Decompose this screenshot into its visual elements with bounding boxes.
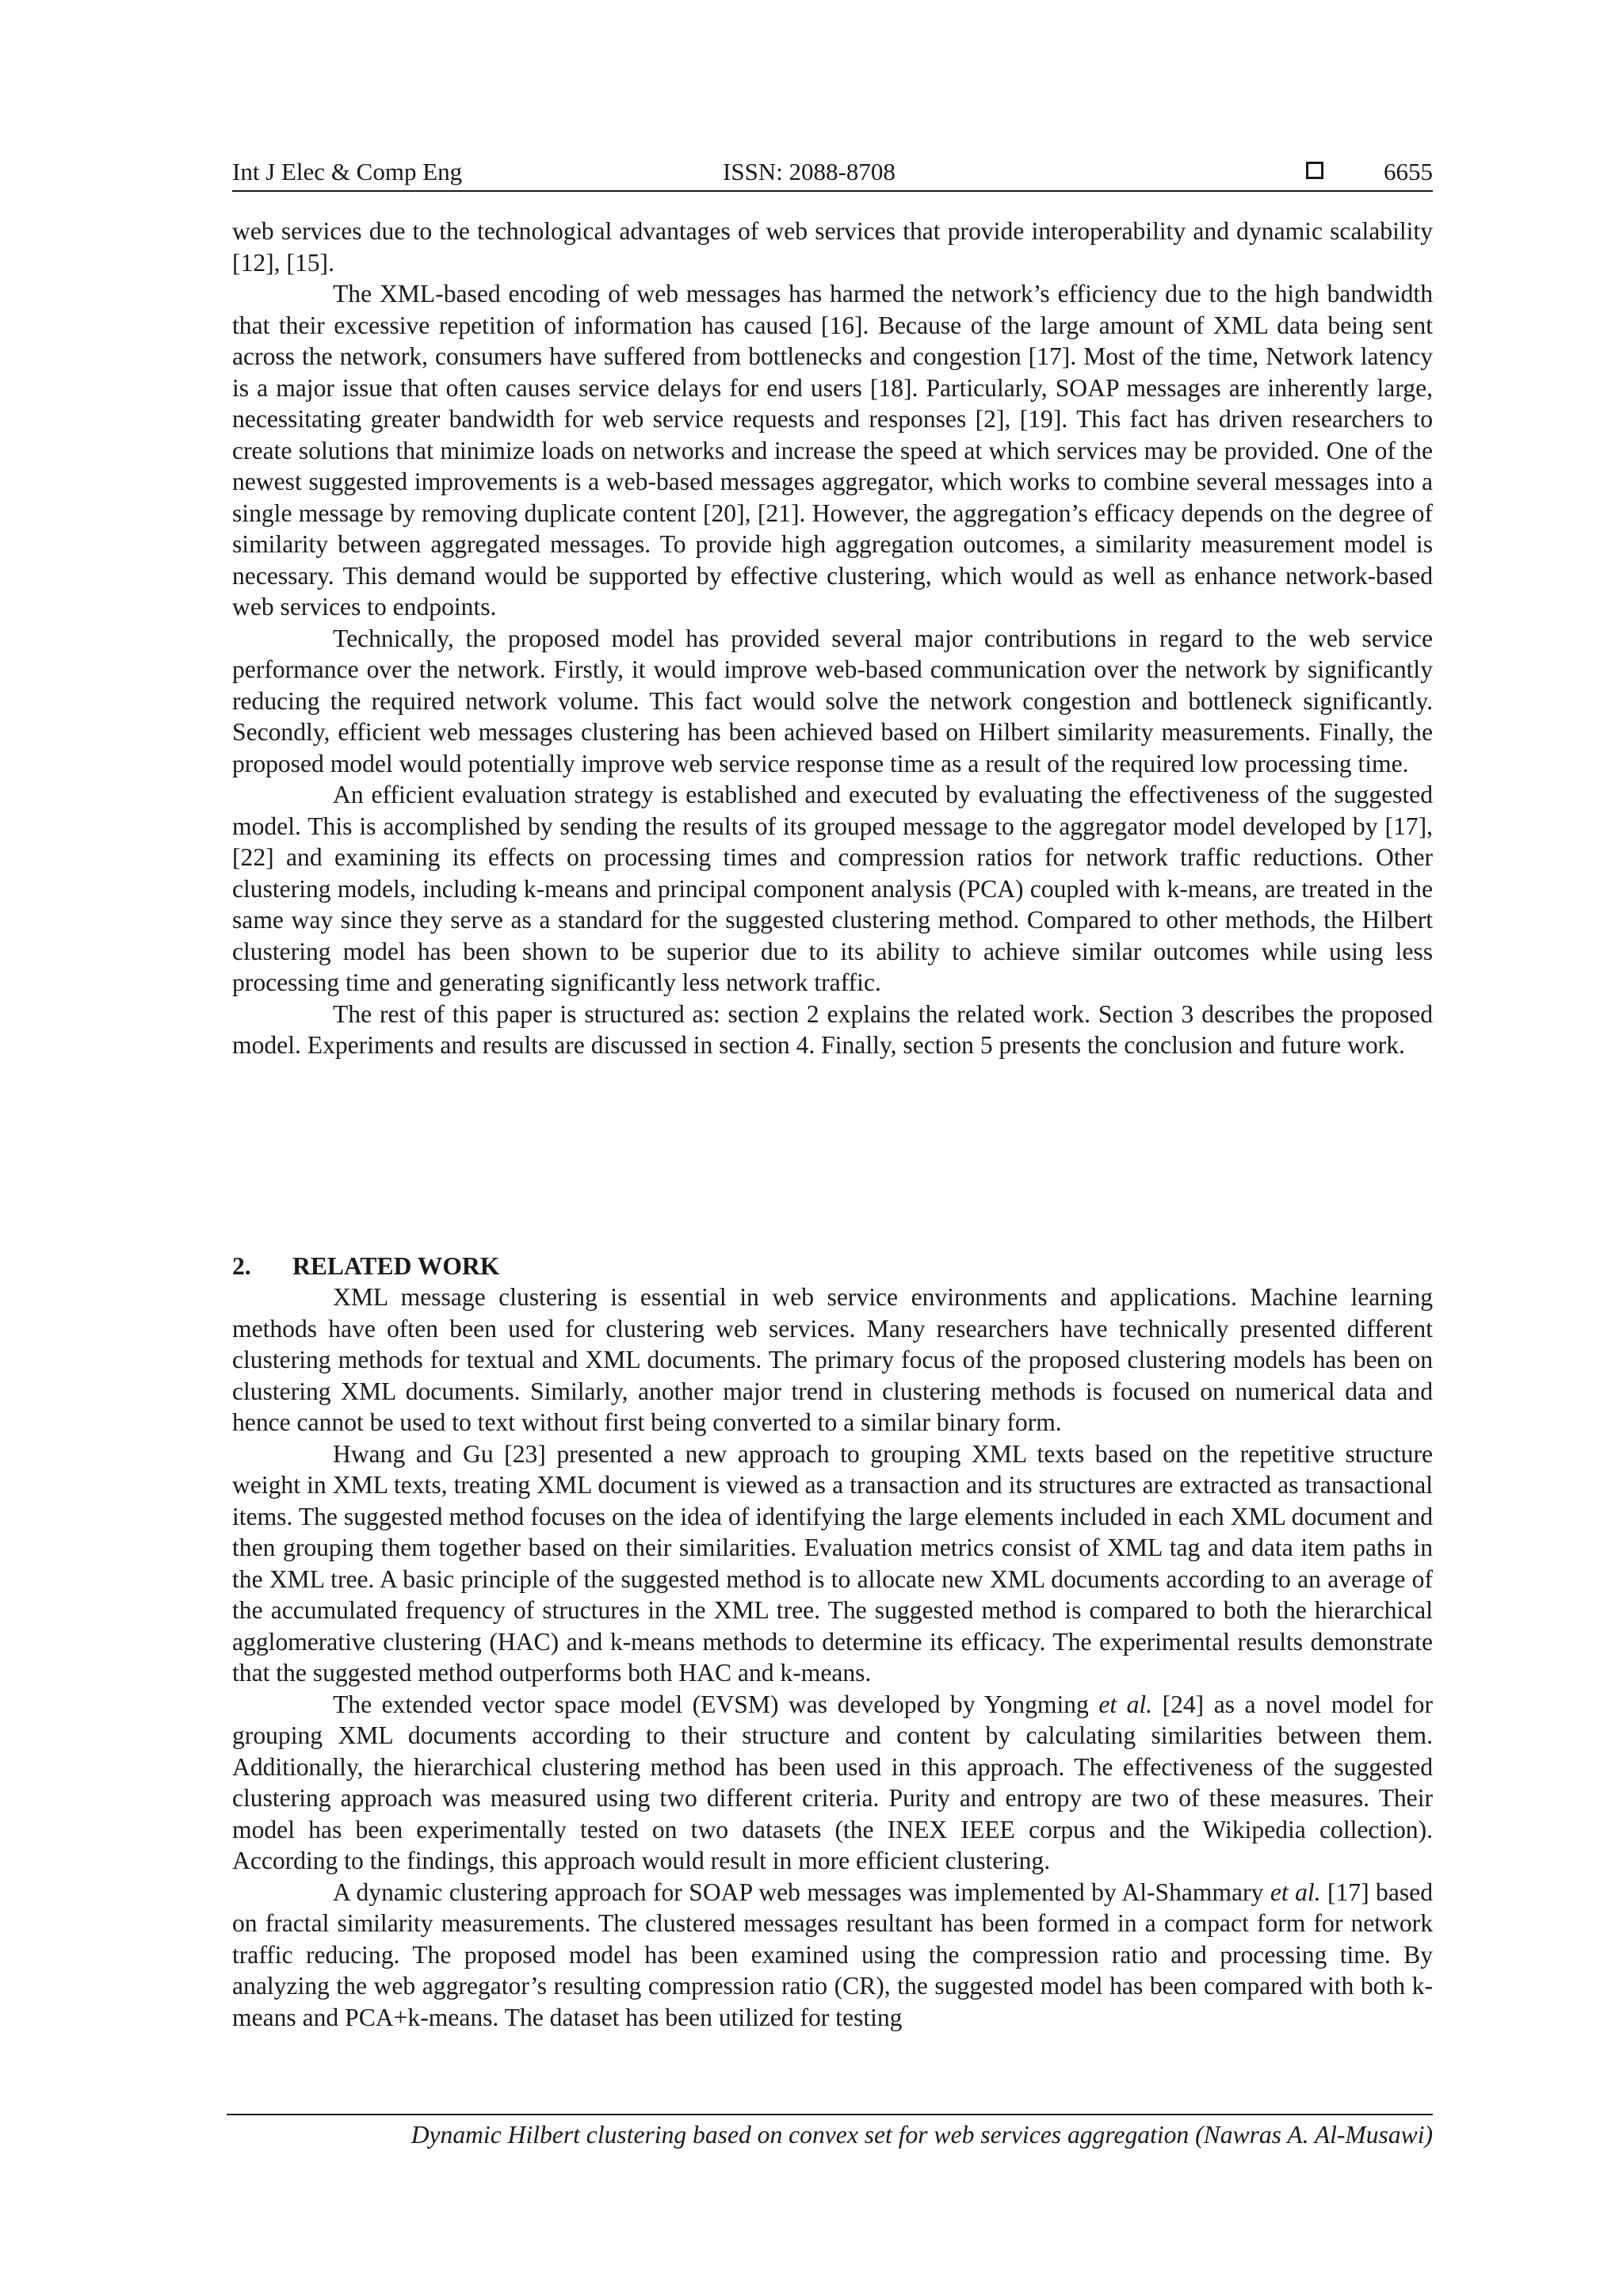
text-run: [17] based on fractal similarity measurements. The clustered messages resultant has been formed in a compact form for network traffic reducing. The proposed model has been examined using the compression ratio and processing time. By analyzing the web aggregator’s resulting compression ratio (CR), the suggested model has been compared with both k-means and PCA+k-means. The dataset has been utilized for testing	[232, 1878, 1433, 2031]
checkbox-square-icon	[1306, 162, 1323, 179]
paragraph: web services due to the technological advantages of web services that provide interoperability and dynamic scalability [12], [15].	[232, 217, 1433, 277]
paragraph: The rest of this paper is structured as: section 2 explains the related work. Section 3 describes the proposed model. Experiments and results are discussed in section 4. Finally, section 5 presents the conclusion and future work.	[232, 999, 1433, 1059]
paragraph: An efficient evaluation strategy is established and executed by evaluating the effectiveness of the suggested model. This is accomplished by sending the results of its grouped message to the aggregator model developed by [17], [22] and examining its effects on processing times and compression ratios for network traffic reductions. Other clustering models, including k-means and principal component analysis (PCA) coupled with k-means, are treated in the same way since they serve as a standard for the suggested clustering method. Compared to other methods, the Hilbert clustering model has been shown to be superior due to its ability to achieve similar outcomes while using less processing time and generating significantly less network traffic.	[232, 781, 1433, 996]
related-work-text	[232, 1282, 1433, 2033]
journal-name: Int J Elec & Comp Eng	[232, 158, 463, 185]
page-number: 6655	[1384, 158, 1433, 185]
text-run: [24] as a novel model for grouping XML documents according to their structure and content by calculating similarities between them. Additionally, the hierarchical clustering method has been used in this approach. The effectiveness of the suggested clustering approach was measured using two different criteria. Purity and entropy are two of these measures. Their model has been experimentally tested on two datasets (the INEX IEEE corpus and the Wikipedia collection). According to the findings, this approach would result in more efficient clustering.	[232, 1690, 1433, 1874]
paragraph: XML message clustering is essential in web service environments and applications. Machine learning methods have often been used for clustering web services. Many researchers have technically presented different clustering methods for textual and XML documents. The primary focus of the proposed clustering models has been on clustering XML documents. Similarly, another major trend in clustering methods is focused on numerical data and hence cannot be used to text without first being converted to a similar binary form.	[232, 1283, 1433, 1436]
paragraph	[232, 1877, 1433, 2034]
text-run: A dynamic clustering approach for SOAP web messages was implemented by Al-Shammary	[333, 1878, 1270, 1906]
paragraph	[232, 1689, 1433, 1877]
running-footer: Dynamic Hilbert clustering based on convex set for web services aggregation (Nawras A. Al-Musawi)	[411, 2121, 1433, 2149]
paragraph: Hwang and Gu [23] presented a new approach to grouping XML texts based on the repetitive structure weight in XML texts, treating XML document is viewed as a transaction and its structures are extracted as transactional items. The suggested method focuses on the idea of identifying the large elements included in each XML document and then grouping them together based on their similarities. Evaluation metrics consist of XML tag and data item paths in the XML tree. A basic principle of the suggested method is to allocate new XML documents according to an average of the accumulated frequency of structures in the XML tree. The suggested method is compared to both the hierarchical agglomerative clustering (HAC) and k-means methods to determine its efficacy. The experimental results demonstrate that the suggested method outperforms both HAC and k-means.	[232, 1439, 1433, 1687]
text-run: The extended vector space model (EVSM) was developed by Yongming	[333, 1690, 1099, 1718]
paragraph: The XML-based encoding of web messages has harmed the network’s efficiency due to the high bandwidth that their excessive repetition of information has caused [16]. Because of the large amount of XML data being sent across the network, consumers have suffered from bottlenecks and congestion [17]. Most of the time, Network latency is a major issue that often causes service delays for end users [18]. Particularly, SOAP messages are inherently large, necessitating greater bandwidth for web service requests and responses [2], [19]. This fact has driven researchers to create solutions that minimize loads on networks and increase the speed at which services may be provided. One of the newest suggested improvements is a web-based messages aggregator, which works to combine several messages into a single message by removing duplicate content [20], [21]. However, the aggregation’s efficacy depends on the degree of similarity between aggregated messages. To provide high aggregation outcomes, a similarity measurement model is necessary. This demand would be supported by effective clustering, which would as well as enhance network-based web services to endpoints.	[232, 280, 1433, 621]
text-run-italic: et al.	[1098, 1690, 1153, 1718]
footer-rule	[227, 2114, 1433, 2115]
paragraph: Technically, the proposed model has provided several major contributions in regard to the web service performance over the network. Firstly, it would improve web-based communication over the network by significantly reducing the required network volume. This fact would solve the network congestion and bottleneck significantly. Secondly, efficient web messages clustering has been achieved based on Hilbert similarity measurements. Finally, the proposed model would potentially improve web service response time as a result of the required low processing time.	[232, 624, 1433, 777]
section-heading	[232, 1251, 1433, 1282]
text-run-italic: et al.	[1270, 1878, 1321, 1906]
section-title: RELATED WORK	[292, 1252, 500, 1280]
running-header	[232, 155, 1433, 189]
issn: ISSN: 2088-8708	[723, 158, 896, 185]
section-number: 2.	[232, 1252, 251, 1280]
intro-text	[232, 216, 1433, 1061]
header-rule	[232, 190, 1433, 192]
